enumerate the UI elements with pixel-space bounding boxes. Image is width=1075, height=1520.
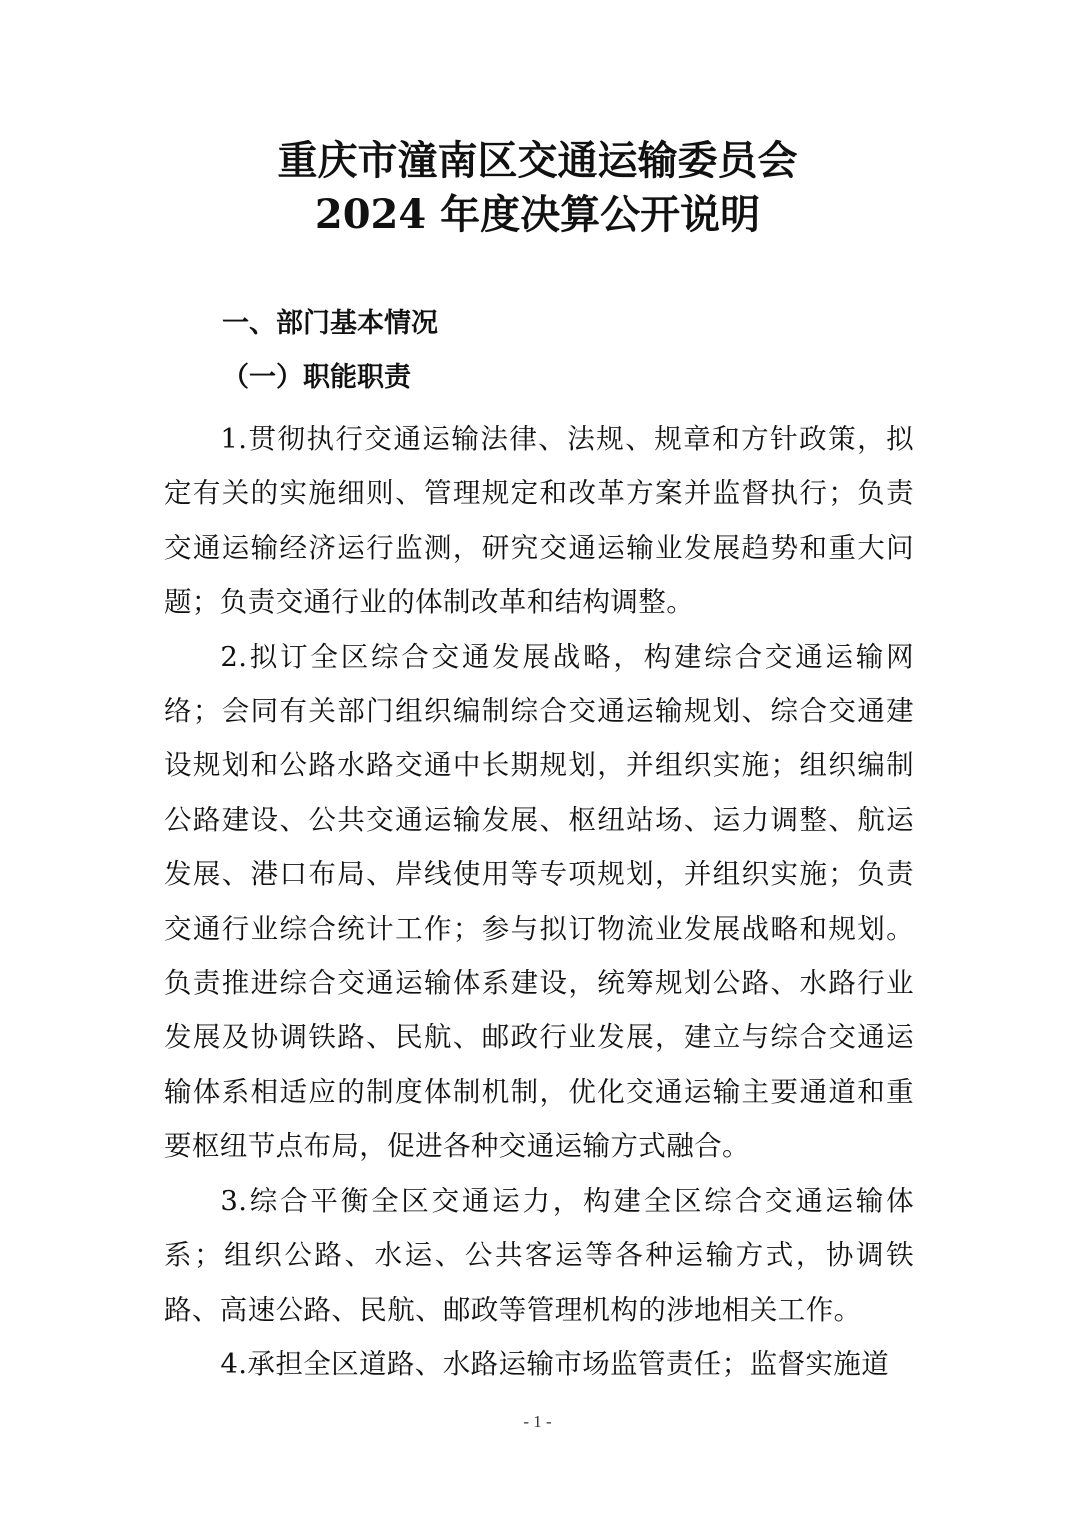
document-title-line-2: 2024 年度决算公开说明 [314, 191, 761, 238]
section-heading: 一、部门基本情况 [222, 308, 438, 339]
page-number: - 1 - [523, 1412, 552, 1431]
paragraph-3: 3.综合平衡全区交通运力，构建全区综合交通运输体系；组织公路、水运、公共客运等各种运输方式，协调铁路、高速公路、民航、邮政等管理机构的涉地相关工作。 [164, 1184, 914, 1326]
paragraph-2: 2.拟订全区综合交通发展战略，构建综合交通运输网络；会同有关部门组织编制综合交通运输规划、综合交通建设规划和公路水路交通中长期规划，并组织实施；组织编制公路建设、公共交通运输发展、枢纽站场、运力调整、航运发展、港口布局、岸线使用等专项规划，并组织实施；负责交通行业综合统计工作；参与拟订物流业发展战略和规划。负责推进综合交通运输体系建设，统筹规划公路、水路行业发展及协调铁路、民航、邮政行业发展，建立与综合交通运输体系相适应的制度体制机制，优化交通运输主要通道和重要枢纽节点布局，促进各种交通运输方式融合。 [164, 640, 914, 1163]
document-title-line-1: 重庆市潼南区交通运输委员会 [277, 137, 798, 184]
paragraph-4: 4.承担全区道路、水路运输市场监管责任；监督实施道 [220, 1347, 890, 1380]
paragraph-1: 1.贯彻执行交通运输法律、法规、规章和方针政策，拟定有关的实施细则、管理规定和改革方案并监督执行；负责交通运输经济运行监测，研究交通运输业发展趋势和重大问题；负责交通行业的体制改革和结构调整。 [164, 423, 914, 619]
subsection-heading: （一）职能职责 [222, 362, 411, 393]
body-text [164, 412, 914, 1391]
